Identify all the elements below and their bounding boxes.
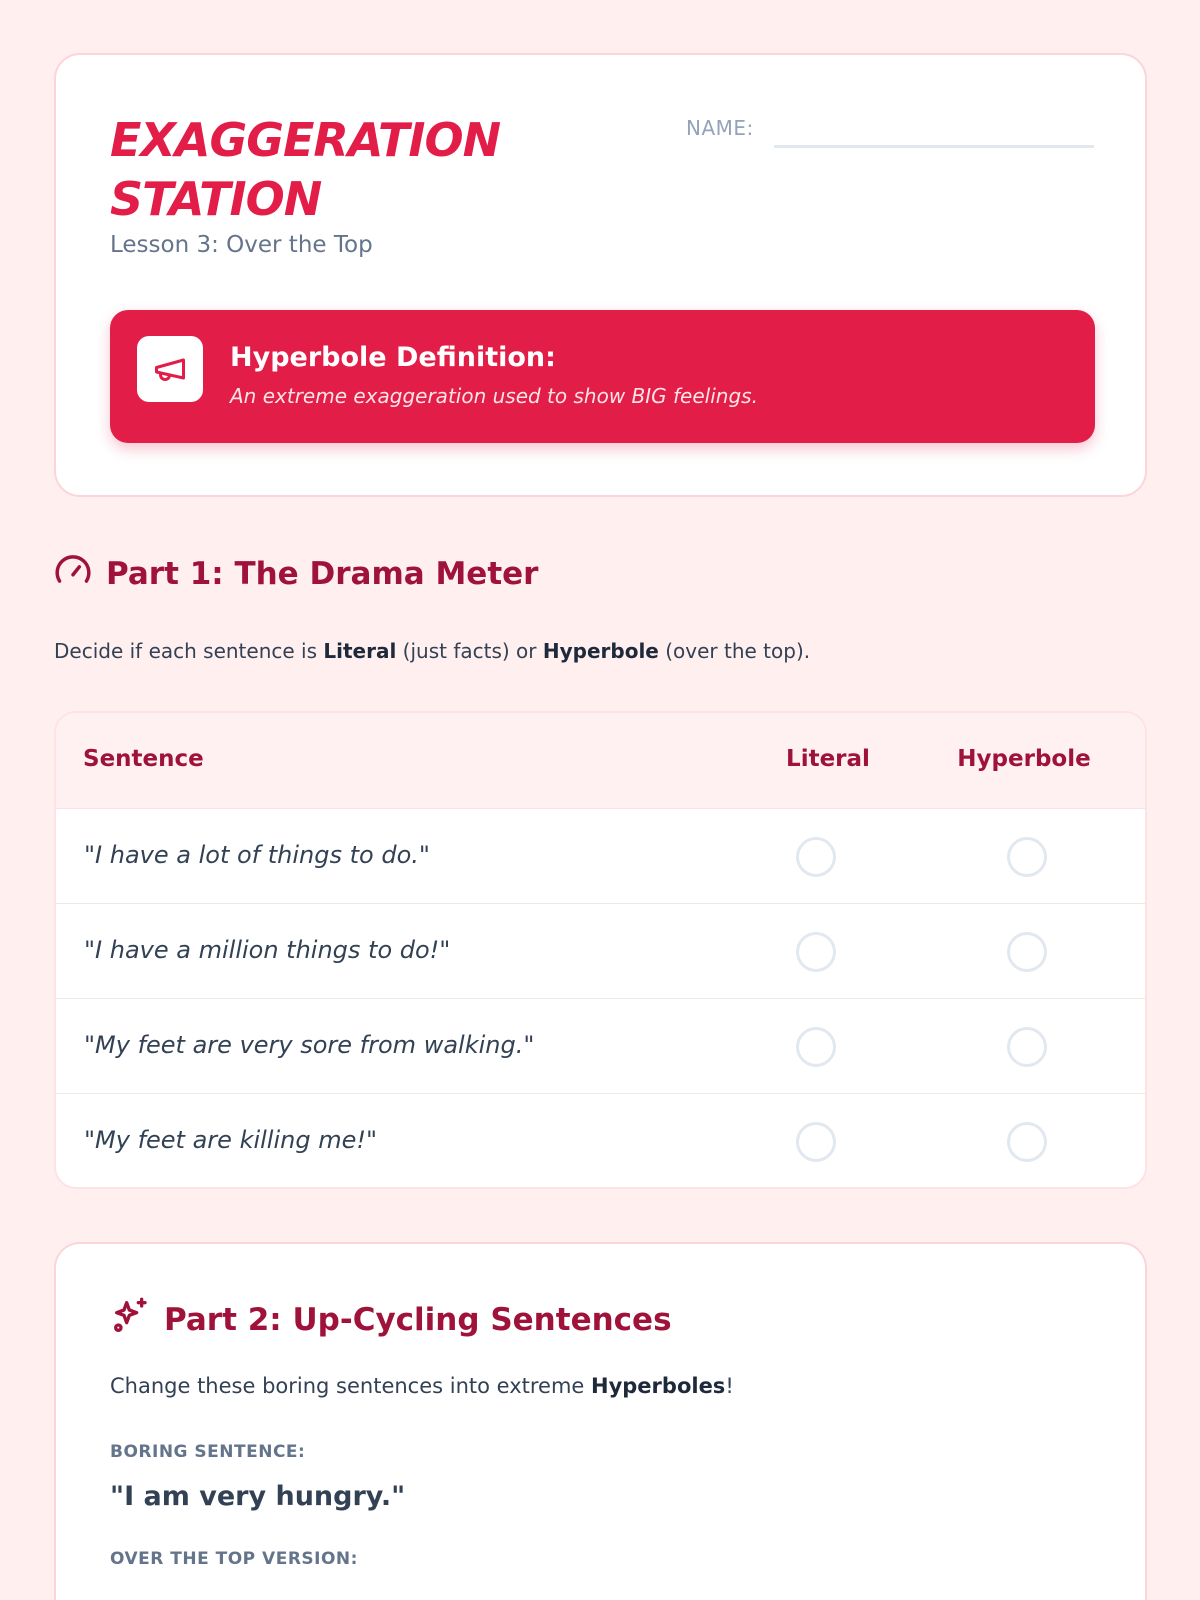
boring-sentence: "I am very hungry." — [110, 1481, 406, 1512]
part2-title: Part 2: Up-Cycling Sentences — [164, 1302, 672, 1338]
part1-instructions: Decide if each sentence is Literal (just facts) or Hyperbole (over the top). — [54, 639, 811, 663]
page-title — [110, 111, 630, 229]
boring-sentence-label: BORING SENTENCE: — [110, 1442, 306, 1462]
hyperbole-radio[interactable] — [1007, 932, 1047, 972]
sentence-text: "My feet are killing me!" — [84, 1126, 378, 1154]
sentence-text: "I have a million things to do!" — [84, 936, 451, 964]
title-line-1: EXAGGERATION — [110, 113, 501, 167]
title-line-2: STATION — [110, 172, 322, 226]
literal-radio[interactable] — [796, 1122, 836, 1162]
gauge-icon — [54, 551, 92, 597]
part1-heading — [54, 551, 538, 597]
header-card — [54, 53, 1147, 497]
sparkles-icon — [110, 1296, 150, 1344]
table-header — [56, 713, 1145, 809]
table-row — [56, 809, 1145, 904]
literal-radio[interactable] — [796, 837, 836, 877]
part1-title: Part 1: The Drama Meter — [106, 556, 539, 592]
definition-title: Hyperbole Definition: — [230, 342, 556, 373]
column-header-literal: Literal — [786, 746, 870, 772]
megaphone-icon — [137, 336, 203, 402]
hyperbole-radio[interactable] — [1007, 1027, 1047, 1067]
table-row — [56, 999, 1145, 1094]
definition-box — [110, 310, 1095, 443]
definition-text: An extreme exaggeration used to show BIG feelings. — [230, 384, 758, 408]
name-field[interactable] — [774, 145, 1094, 148]
lesson-subtitle: Lesson 3: Over the Top — [110, 232, 373, 258]
part2-card — [54, 1242, 1147, 1600]
name-label: NAME: — [686, 116, 754, 140]
literal-radio[interactable] — [796, 932, 836, 972]
sentence-text: "My feet are very sore from walking." — [84, 1031, 535, 1059]
hyperbole-radio[interactable] — [1007, 837, 1047, 877]
literal-radio[interactable] — [796, 1027, 836, 1067]
table-row — [56, 904, 1145, 999]
part2-instructions: Change these boring sentences into extreme Hyperboles! — [110, 1374, 734, 1398]
hyperbole-radio[interactable] — [1007, 1122, 1047, 1162]
sentence-text: "I have a lot of things to do." — [84, 841, 430, 869]
part2-heading — [110, 1296, 672, 1344]
column-header-hyperbole: Hyperbole — [957, 746, 1091, 772]
over-the-top-label: OVER THE TOP VERSION: — [110, 1549, 358, 1569]
drama-meter-table — [54, 711, 1147, 1189]
column-header-sentence: Sentence — [83, 746, 204, 772]
table-row — [56, 1094, 1145, 1189]
